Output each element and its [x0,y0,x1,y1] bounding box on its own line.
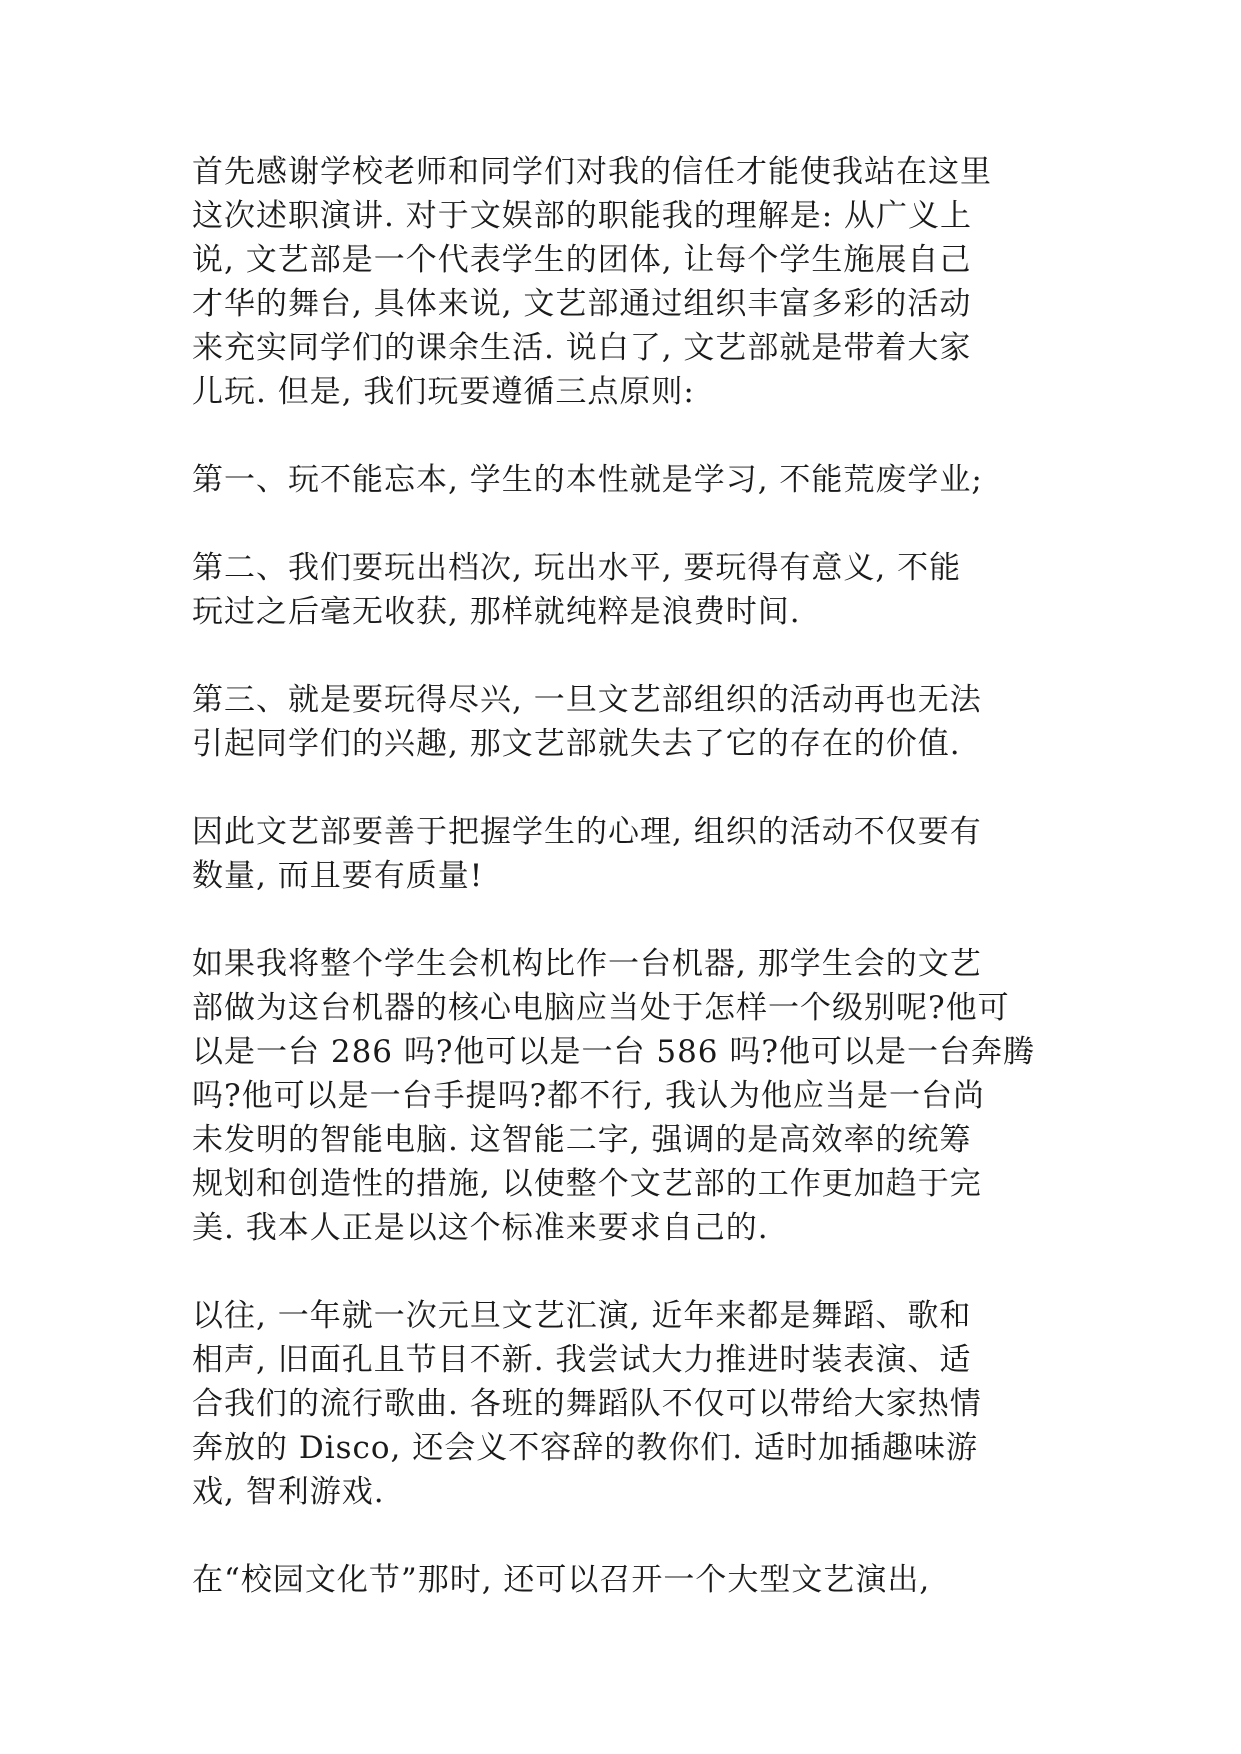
document-body [192,150,1052,1646]
paragraph-machine-analogy [192,942,1052,1250]
paragraph-principle-3 [192,678,1052,766]
text-line: 这次述职演讲. 对于文娱部的职能我的理解是: 从广义上 [192,198,973,234]
text-line: 奔放的 Disco, 还会义不容辞的教你们. 适时加插趣味游 [192,1430,978,1466]
text-line: 以往, 一年就一次元旦文艺汇演, 近年来都是舞蹈、歌和 [192,1298,972,1334]
text-line: 才华的舞台, 具体来说, 文艺部通过组织丰富多彩的活动 [192,286,972,322]
text-line: 第三、就是要玩得尽兴, 一旦文艺部组织的活动再也无法 [192,682,982,718]
paragraph-intro [192,150,1052,414]
text-line: 如果我将整个学生会机构比作一台机器, 那学生会的文艺 [192,946,982,982]
text-line: 相声, 旧面孔且节目不新. 我尝试大力推进时装表演、适 [192,1342,972,1378]
text-line: 以是一台 286 吗?他可以是一台 586 吗?他可以是一台奔腾 [192,1034,1035,1070]
paragraph-activities [192,1294,1052,1514]
text-line: 玩过之后毫无收获, 那样就纯粹是浪费时间. [192,594,801,630]
text-line: 数量, 而且要有质量! [192,858,484,894]
text-line: 儿玩. 但是, 我们玩要遵循三点原则: [192,374,695,410]
text-line: 美. 我本人正是以这个标准来要求自己的. [192,1210,769,1246]
paragraph-principle-1 [192,458,1052,502]
text-line: 说, 文艺部是一个代表学生的团体, 让每个学生施展自己 [192,242,972,278]
text-line: 吗?他可以是一台手提吗?都不行, 我认为他应当是一台尚 [192,1078,985,1114]
text-line: 合我们的流行歌曲. 各班的舞蹈队不仅可以带给大家热情 [192,1386,982,1422]
paragraph-culture-festival [192,1558,1052,1602]
text-line: 来充实同学们的课余生活. 说白了, 文艺部就是带着大家 [192,330,972,366]
text-line: 第一、玩不能忘本, 学生的本性就是学习, 不能荒废学业; [192,462,983,498]
paragraph-principle-2 [192,546,1052,634]
text-line: 在“校园文化节”那时, 还可以召开一个大型文艺演出, [192,1562,931,1598]
text-line: 部做为这台机器的核心电脑应当处于怎样一个级别呢?他可 [192,990,1010,1026]
text-line: 戏, 智利游戏. [192,1474,385,1510]
text-line: 因此文艺部要善于把握学生的心理, 组织的活动不仅要有 [192,814,982,850]
paragraph-conclusion [192,810,1052,898]
text-line: 第二、我们要玩出档次, 玩出水平, 要玩得有意义, 不能 [192,550,962,586]
text-line: 规划和创造性的措施, 以使整个文艺部的工作更加趋于完 [192,1166,982,1202]
text-line: 引起同学们的兴趣, 那文艺部就失去了它的存在的价值. [192,726,961,762]
text-line: 未发明的智能电脑. 这智能二字, 强调的是高效率的统筹 [192,1122,972,1158]
text-line: 首先感谢学校老师和同学们对我的信任才能使我站在这里 [192,154,992,190]
